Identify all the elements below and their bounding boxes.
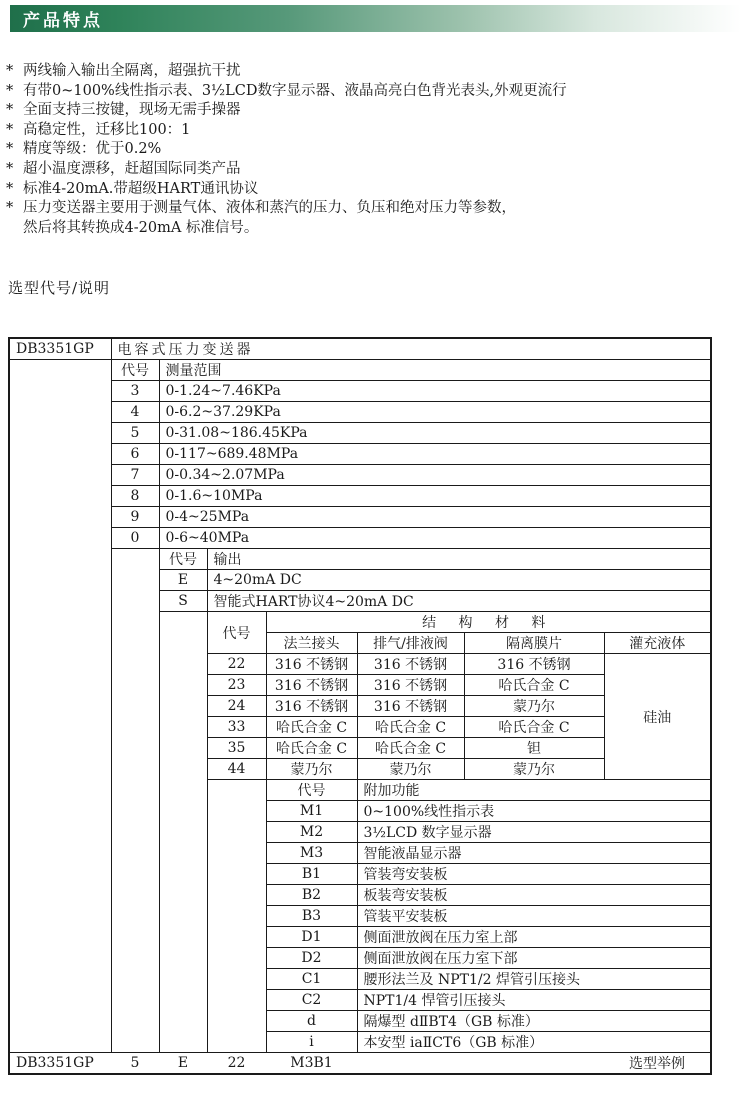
material-code: 44	[207, 759, 266, 780]
materials-col-header-fill: 灌充液体	[604, 633, 711, 654]
additional-code: D1	[266, 927, 357, 948]
additional-value: 隔爆型 dⅡBT4（GB 标准）	[357, 1011, 711, 1032]
material-valve: 316 不锈钢	[357, 654, 464, 675]
additional-value: 板装弯安装板	[357, 885, 711, 906]
selection-section-title: 选型代号/说明	[8, 279, 111, 297]
additional-code: i	[266, 1032, 357, 1053]
material-code: 22	[207, 654, 266, 675]
range-code-header: 代号	[111, 360, 159, 381]
feature-item	[6, 160, 567, 180]
table-row	[9, 402, 711, 423]
additional-code: C2	[266, 990, 357, 1011]
range-value: 0-117~689.48MPa	[159, 444, 711, 465]
material-flange: 蒙乃尔	[266, 759, 357, 780]
feature-item	[6, 62, 567, 82]
range-code: 8	[111, 486, 159, 507]
range-value: 0-31.08~186.45KPa	[159, 423, 711, 444]
bullet-marker: *	[6, 102, 14, 119]
table-row	[9, 486, 711, 507]
range-code: 3	[111, 381, 159, 402]
feature-text: 精度等级：优于0.2%	[23, 141, 162, 158]
range-code: 5	[111, 423, 159, 444]
additional-value: 3½LCD 数字显示器	[357, 822, 711, 843]
material-code: 35	[207, 738, 266, 759]
additional-code: d	[266, 1011, 357, 1032]
bullet-marker: *	[6, 180, 14, 197]
bullet-marker: *	[6, 82, 14, 99]
example-range-code: 5	[111, 1053, 159, 1075]
bullet-marker: *	[6, 160, 14, 177]
materials-code-header: 代号	[207, 612, 266, 654]
material-valve: 哈氏合金 C	[357, 717, 464, 738]
range-value: 0-4~25MPa	[159, 507, 711, 528]
material-valve: 哈氏合金 C	[357, 738, 464, 759]
output-value: 智能式HART协议4~20mA DC	[207, 591, 711, 612]
page-title: 产品特点	[23, 11, 103, 31]
output-code: E	[159, 570, 207, 591]
feature-text: 高稳定性，迁移比100：1	[23, 121, 191, 138]
material-code: 23	[207, 675, 266, 696]
additional-value: 本安型 iaⅡCT6（GB 标准）	[357, 1032, 711, 1053]
feature-text: 标准4-20mA.带超级HART通讯协议	[23, 180, 259, 197]
example-material-code: 22	[207, 1053, 266, 1075]
material-fill-liquid: 硅油	[604, 654, 711, 780]
range-value: 0-6.2~37.29KPa	[159, 402, 711, 423]
output-code-header: 代号	[159, 549, 207, 570]
section-header-bar	[10, 5, 741, 32]
materials-col-header-diaphragm: 隔离膜片	[464, 633, 604, 654]
additional-code-header: 代号	[266, 780, 357, 801]
example-label: 选型举例	[604, 1053, 711, 1075]
additional-value: 智能液晶显示器	[357, 843, 711, 864]
material-valve: 316 不锈钢	[357, 675, 464, 696]
table-row	[9, 381, 711, 402]
feature-text: 两线输入输出全隔离，超强抗干扰	[23, 63, 241, 79]
material-valve: 316 不锈钢	[357, 696, 464, 717]
feature-text: 然后将其转换成4-20mA 标准信号。	[23, 219, 259, 236]
range-value-header: 测量范围	[159, 360, 711, 381]
material-flange: 哈氏合金 C	[266, 717, 357, 738]
additional-code: M2	[266, 822, 357, 843]
table-row	[9, 507, 711, 528]
range-value: 0-1.24~7.46KPa	[159, 381, 711, 402]
material-flange: 哈氏合金 C	[266, 738, 357, 759]
example-row	[9, 1053, 711, 1075]
additional-code: D2	[266, 948, 357, 969]
example-output-code: E	[159, 1053, 207, 1075]
additional-code: B2	[266, 885, 357, 906]
table-row	[9, 423, 711, 444]
additional-value: NPT1/4 悍管引压接头	[357, 990, 711, 1011]
range-code: 7	[111, 465, 159, 486]
additional-code: C1	[266, 969, 357, 990]
feature-item	[6, 82, 567, 102]
model-code: DB3351GP	[9, 338, 111, 360]
feature-item	[6, 101, 567, 121]
material-code: 24	[207, 696, 266, 717]
range-value: 0-0.34~2.07MPa	[159, 465, 711, 486]
range-code: 9	[111, 507, 159, 528]
additional-value: 0~100%线性指示表	[357, 801, 711, 822]
empty-cell	[9, 360, 111, 1053]
range-code: 6	[111, 444, 159, 465]
bullet-marker: *	[6, 121, 14, 138]
table-row	[9, 444, 711, 465]
additional-code: M3	[266, 843, 357, 864]
selection-table	[8, 337, 712, 1075]
additional-value-header: 附加功能	[357, 780, 711, 801]
bullet-marker: *	[6, 200, 14, 217]
feature-item	[6, 180, 567, 200]
additional-code: M1	[266, 801, 357, 822]
range-value: 0-1.6~10MPa	[159, 486, 711, 507]
feature-text: 超小温度漂移，赶超国际同类产品	[23, 160, 241, 177]
bullet-marker: *	[6, 63, 14, 79]
additional-value: 腰形法兰及 NPT1/2 焊管引压接头	[357, 969, 711, 990]
additional-code: B1	[266, 864, 357, 885]
example-model: DB3351GP	[9, 1053, 111, 1075]
additional-value: 侧面泄放阀在压力室上部	[357, 927, 711, 948]
empty-cell	[207, 780, 266, 1053]
empty-cell	[357, 1053, 464, 1075]
additional-value: 侧面泄放阀在压力室下部	[357, 948, 711, 969]
material-diaphragm: 316 不锈钢	[464, 654, 604, 675]
empty-cell	[464, 1053, 604, 1075]
material-diaphragm: 哈氏合金 C	[464, 717, 604, 738]
table-row	[9, 465, 711, 486]
feature-item	[6, 199, 567, 219]
feature-text: 全面支持三按键，现场无需手操器	[23, 102, 241, 119]
materials-group-header: 结 构 材 料	[266, 612, 711, 633]
materials-col-header-valve: 排气/排液阀	[357, 633, 464, 654]
additional-value: 管装平安装板	[357, 906, 711, 927]
materials-col-header-flange: 法兰接头	[266, 633, 357, 654]
material-code: 33	[207, 717, 266, 738]
range-code: 0	[111, 528, 159, 549]
feature-text: 有带0~100%线性指示表、3½LCD数字显示器、液晶高亮白色背光表头,外观更流行	[23, 82, 567, 99]
material-diaphragm: 哈氏合金 C	[464, 675, 604, 696]
example-additional-code: M3B1	[266, 1053, 357, 1075]
output-value: 4~20mA DC	[207, 570, 711, 591]
material-diaphragm: 蒙乃尔	[464, 696, 604, 717]
feature-text: 压力变送器主要用于测量气体、液体和蒸汽的压力、负压和绝对压力等参数，	[23, 200, 516, 217]
output-code: S	[159, 591, 207, 612]
material-flange: 316 不锈钢	[266, 675, 357, 696]
material-diaphragm: 蒙乃尔	[464, 759, 604, 780]
material-valve: 蒙乃尔	[357, 759, 464, 780]
material-flange: 316 不锈钢	[266, 654, 357, 675]
bullet-marker: *	[6, 141, 14, 158]
additional-code: B3	[266, 906, 357, 927]
feature-item-continuation	[6, 219, 567, 239]
output-value-header: 输出	[207, 549, 711, 570]
model-description: 电容式压力变送器	[111, 338, 711, 360]
additional-value: 管装弯安装板	[357, 864, 711, 885]
empty-cell	[111, 549, 159, 1053]
feature-item	[6, 140, 567, 160]
table-row	[9, 528, 711, 549]
range-value: 0-6~40MPa	[159, 528, 711, 549]
range-code: 4	[111, 402, 159, 423]
empty-cell	[159, 612, 207, 1053]
feature-list	[6, 62, 567, 238]
material-flange: 316 不锈钢	[266, 696, 357, 717]
feature-item	[6, 121, 567, 141]
material-diaphragm: 钽	[464, 738, 604, 759]
